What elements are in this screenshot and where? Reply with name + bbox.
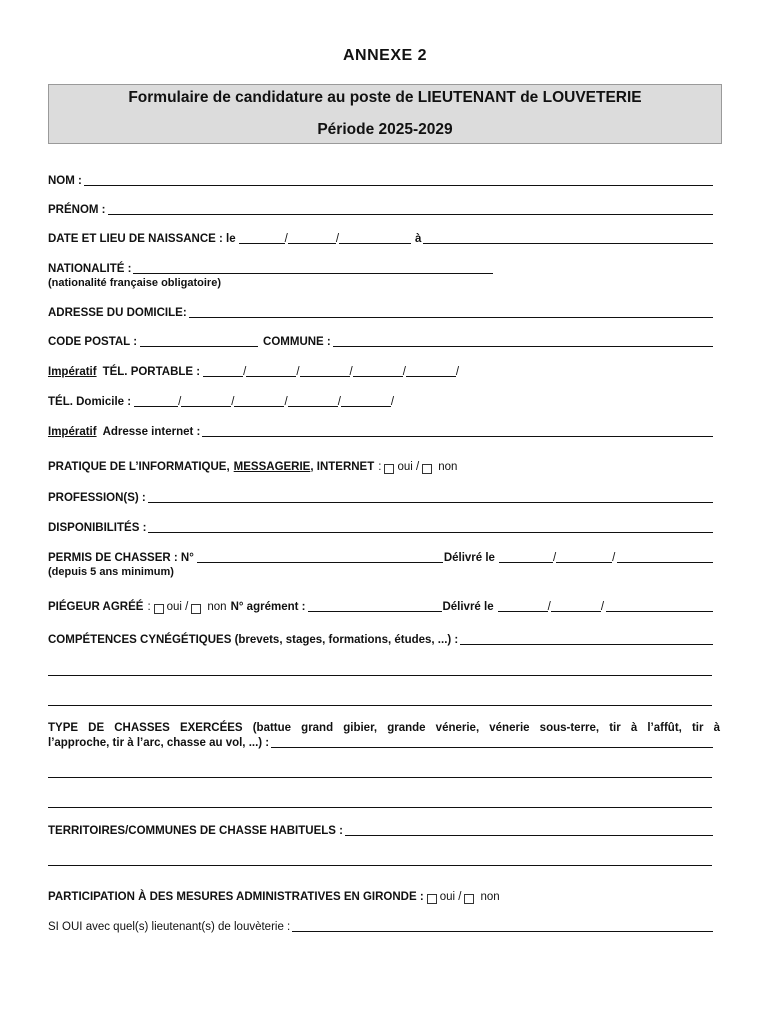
internet-label: , INTERNET (310, 461, 375, 473)
form-title: Formulaire de candidature au poste de LIEUTENANT de LOUVETERIE (128, 89, 642, 106)
tel-portable-seg-2[interactable] (246, 365, 296, 377)
field-participation (48, 890, 714, 904)
permis-month-line[interactable] (556, 551, 612, 563)
piegeur-non-checkbox[interactable] (191, 604, 201, 614)
competences-label: COMPÉTENCES CYNÉGÉTIQUES (brevets, stages, formations, études, ...) : (48, 634, 459, 646)
piegeur-delivre-label: Délivré le (442, 601, 494, 613)
tel-portable-seg-4[interactable] (353, 365, 403, 377)
tel-domicile-seg-3[interactable] (234, 395, 284, 407)
field-code-commune (48, 335, 714, 349)
nationalite-note: (nationalité française obligatoire) (48, 277, 221, 289)
adresse-internet-line[interactable] (202, 425, 713, 437)
piegeur-oui-label: oui / (166, 601, 189, 613)
participation-non-checkbox[interactable] (464, 894, 474, 904)
competences-extra-line-1[interactable] (48, 674, 712, 676)
imperatif-label-2: Impératif (48, 426, 97, 438)
disponibilites-line[interactable] (148, 521, 713, 533)
field-nom (48, 174, 714, 188)
competences-line[interactable] (460, 633, 713, 645)
tel-portable-label: TÉL. PORTABLE : (102, 366, 201, 378)
tel-domicile-seg-1[interactable] (134, 395, 178, 407)
adresse-line[interactable] (189, 306, 713, 318)
permis-number-line[interactable] (197, 551, 443, 563)
field-adresse (48, 306, 714, 320)
field-adresse-internet (48, 425, 714, 439)
piegeur-day-line[interactable] (498, 600, 548, 612)
field-competences (48, 633, 714, 647)
type-chasses-line[interactable] (271, 736, 713, 748)
competences-extra-line-2[interactable] (48, 704, 712, 706)
participation-oui-checkbox[interactable] (427, 894, 437, 904)
type-chasses-label-2: l’approche, tir à l’arc, chasse au vol, ...) : (48, 737, 270, 749)
permis-year-line[interactable] (617, 551, 713, 563)
field-naissance: DATE ET LIEU DE NAISSANCE : le / / à (48, 232, 714, 246)
code-postal-line[interactable] (140, 335, 258, 347)
participation-non-label: non (480, 891, 500, 903)
commune-label: COMMUNE : (263, 336, 331, 348)
type-chasses-label-1: TYPE DE CHASSES EXERCÉES (battue grand gibier, grande vénerie, vénerie sous-terre, tir à l’affût, tir à (48, 722, 720, 734)
si-oui-line[interactable] (292, 920, 713, 932)
field-si-oui (48, 920, 714, 934)
nom-label: NOM : (48, 175, 82, 187)
birth-month-line[interactable] (288, 232, 336, 244)
tel-domicile-label: TÉL. Domicile : (48, 396, 132, 408)
birth-year-line[interactable] (339, 232, 411, 244)
field-tel-domicile: TÉL. Domicile : / / / / / (48, 396, 395, 408)
non-label: non (438, 461, 458, 473)
nationalite-line[interactable] (133, 262, 493, 274)
field-nationalite (48, 262, 494, 276)
oui-label: oui / (397, 461, 420, 473)
type-chasses-extra-line-2[interactable] (48, 806, 712, 808)
permis-delivre-label: Délivré le (443, 552, 495, 564)
piegeur-colon: : (147, 601, 151, 613)
annexe-heading: ANNEXE 2 (342, 47, 428, 64)
field-tel-portable: Impératif TÉL. PORTABLE : / / / / / (48, 366, 460, 378)
field-piegeur: PIÉGEUR AGRÉÉ : oui / non N° agrément : Délivré le / / (48, 600, 714, 614)
territoires-line[interactable] (345, 824, 713, 836)
agrement-line[interactable] (308, 600, 442, 612)
title-box (48, 84, 722, 144)
tel-portable-seg-5[interactable] (406, 365, 456, 377)
tel-domicile-seg-2[interactable] (181, 395, 231, 407)
si-oui-label: SI OUI avec quel(s) lieutenant(s) de louvèterie : (48, 921, 291, 933)
profession-label: PROFESSION(S) : (48, 492, 146, 504)
participation-label: PARTICIPATION À DES MESURES ADMINISTRATIVES EN GIRONDE : (48, 891, 424, 903)
prenom-label: PRÉNOM : (48, 204, 106, 216)
nationalite-label: NATIONALITÉ : (48, 263, 132, 275)
territoires-label: TERRITOIRES/COMMUNES DE CHASSE HABITUELS : (48, 825, 343, 837)
field-disponibilites (48, 521, 714, 535)
informatique-label: PRATIQUE DE L’INFORMATIQUE, (48, 461, 230, 473)
piegeur-label: PIÉGEUR AGRÉÉ (48, 601, 144, 613)
birth-place-line[interactable] (423, 232, 713, 244)
tel-portable-seg-1[interactable] (203, 365, 243, 377)
adresse-label: ADRESSE DU DOMICILE: (48, 307, 187, 319)
informatique-oui-checkbox[interactable] (384, 464, 394, 474)
agrement-label: N° agrément : (230, 601, 306, 613)
permis-note: (depuis 5 ans minimum) (48, 566, 174, 578)
field-permis: PERMIS DE CHASSER : N° Délivré le / / (48, 551, 714, 565)
tel-domicile-seg-5[interactable] (341, 395, 391, 407)
commune-line[interactable] (333, 335, 713, 347)
naissance-a-label: à (415, 233, 422, 245)
nom-line[interactable] (84, 174, 713, 186)
imperatif-label: Impératif (48, 366, 97, 378)
messagerie-label: MESSAGERIE (233, 461, 311, 473)
field-prenom (48, 203, 714, 217)
birth-day-line[interactable] (239, 232, 285, 244)
piegeur-non-label: non (207, 601, 227, 613)
naissance-label: DATE ET LIEU DE NAISSANCE : le (48, 233, 236, 245)
form-period: Période 2025-2029 (317, 121, 453, 138)
piegeur-month-line[interactable] (551, 600, 601, 612)
informatique-non-checkbox[interactable] (422, 464, 432, 474)
permis-day-line[interactable] (499, 551, 553, 563)
code-postal-label: CODE POSTAL : (48, 336, 138, 348)
piegeur-oui-checkbox[interactable] (154, 604, 164, 614)
disponibilites-label: DISPONIBILITÉS : (48, 522, 147, 534)
adresse-internet-label: Adresse internet : (102, 426, 201, 438)
tel-domicile-seg-4[interactable] (288, 395, 338, 407)
type-chasses-extra-line-1[interactable] (48, 776, 712, 778)
participation-oui-label: oui / (439, 891, 462, 903)
piegeur-year-line[interactable] (606, 600, 713, 612)
field-informatique: PRATIQUE DE L’INFORMATIQUE, MESSAGERIE , INTERNET : oui / non (48, 461, 458, 473)
permis-label: PERMIS DE CHASSER : N° (48, 552, 194, 564)
field-territoires (48, 824, 714, 838)
territoires-extra-line[interactable] (48, 864, 712, 866)
field-profession (48, 491, 714, 505)
tel-portable-seg-3[interactable] (300, 365, 350, 377)
profession-line[interactable] (148, 491, 713, 503)
prenom-line[interactable] (108, 203, 714, 215)
field-type-chasses (48, 736, 714, 750)
